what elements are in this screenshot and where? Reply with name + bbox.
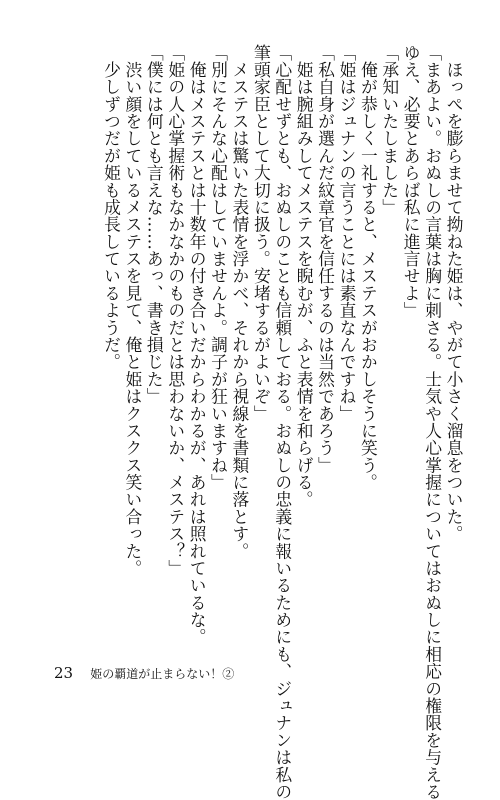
text-line: 俺が恭しく一礼すると、メステスがおかしそうに笑う。	[358, 44, 379, 491]
text-line: 姫は腕組みしてメステスを睨むが、ふと表情を和らげる。	[294, 44, 315, 509]
text-line: 俺はメステスとは十数年の付き合いだからわかるが、あれは照れているな。	[187, 44, 208, 646]
text-line: ゆえ、必要とあらば私に進言せよ」	[401, 44, 422, 320]
text-line: 少しずつだが姫も成長しているようだ。	[101, 44, 122, 371]
text-line: 「僕には何とも言えな……あっ、書き損じた」	[144, 44, 165, 405]
text-line: 「別にそんな心配はしていませんよ。調子が狂いますね」	[208, 44, 229, 491]
text-line: 「姫の人心掌握術もなかなかのものだとは思わないか、メステス？」	[165, 44, 186, 577]
text-line: 「心配せずとも、おぬしのことも信頼しておる。おぬしの忠義に報いるためにも、ジュナンは私の	[272, 44, 293, 800]
text-line: メステスは驚いた表情を浮かべ、それから視線を書類に落とす。	[229, 44, 250, 560]
text-line: 渋い顔をしているメステスを見て、俺と姫はクスクス笑い合った。	[122, 44, 143, 577]
page-footer	[54, 663, 234, 682]
text-line: 「姫はジュナンの言うことには素直なんですね」	[336, 44, 357, 423]
text-line: 「まあよい。おぬしの言葉は胸に刺さる。士気や人心掌握についてはおぬしに相応の権限を与える	[422, 44, 443, 800]
text-line: 筆頭家臣として大切に扱う。安堵するがよいぞ」	[251, 44, 272, 423]
book-title: 姫の覇道が止まらない！②	[90, 667, 235, 681]
text-line: 「承知いたしました」	[379, 44, 400, 216]
text-line: 「私自身が選んだ紋章官を信任するのは当然であろう」	[315, 44, 336, 474]
text-line: ほっぺを膨らませて拗ねた姫は、やがて小さく溜息をついた。	[444, 44, 464, 543]
page-number: 23	[54, 664, 74, 682]
